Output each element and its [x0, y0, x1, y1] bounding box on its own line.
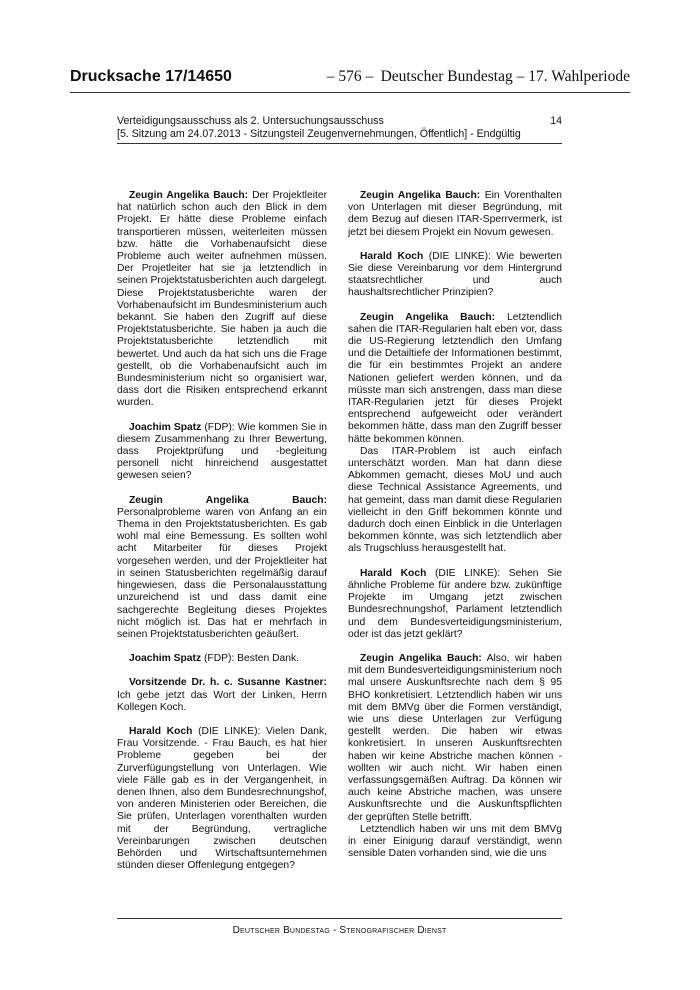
statement-text: Also, wir haben mit dem Bundesverteidigungsministerium noch mal unsere Auskunftsrechte nach dem § 95 BHO konkretisiert. Letztendlich haben wir uns mit dem BMVg über die Formen verständigt, wie uns diese Unterlagen zur Verfügung gestellt werden. Die haben wir etwas konkretisiert. In unseren Auskunftsrechten haben wir keine Abstriche machen können - wollten wir auch nicht. Wir haben einen verfassungsgemäßen Auftrag. Da können wir auch keine Abstriche machen, was unsere Auskunftsrechte und die Auskunftspflichten der geprüften Stelle betrifft. [348, 652, 562, 823]
speaker: Zeugin Angelika Bauch: [360, 311, 496, 323]
speaker: Harald Koch [129, 725, 193, 737]
statement-text: Personalprobleme waren von Anfang an ein Thema in den Projektstatusberichten. Es gab wohl mal eine Bemessung. Es sollten wohl acht Mitarbeiter für dieses Projekt vorgesehen werden, und der Projektleiter hat in seinen Statusberichten regelmäßig darauf hingewiesen, dass die Personalausstattung unzureichend ist und dass damit eine sachgerechte Begleitung dieses Projektes nicht möglich ist. Das hat er mehrfach in seinen Projektstatusberichten geäußert. [117, 506, 327, 640]
statement [117, 653, 327, 665]
statement [117, 190, 327, 410]
left-column [117, 190, 327, 884]
protocol-header [117, 115, 562, 141]
speaker-party: (DIE LINKE): [428, 250, 491, 262]
speaker: Joachim Spatz [129, 421, 202, 433]
statement-continuation [348, 824, 562, 861]
statement [117, 726, 327, 872]
page-number: – 576 – [326, 68, 374, 85]
statement-text: Ein Vorenthalten von Unterlagen mit dieser Begründung, mit dem Bezug auf diesen ITAR-Sperrvermerk, ist jetzt bei diesem Projekt ein Novum gewesen. [348, 190, 562, 238]
statement-text: Wie kommen Sie in diesem Zusammenhang zu Ihrer Bewertung, dass Projektprüfung und -begleitung personell nicht hinreichend ausgestattet gewesen seien? [117, 421, 327, 482]
speaker: Zeugin Angelika Bauch: [129, 190, 249, 201]
speaker-party: (DIE LINKE): [198, 725, 261, 737]
speaker: Harald Koch [360, 567, 427, 579]
statement-text: Letztendlich sahen die ITAR-Regularien halt eben vor, dass die US-Regierung letztendlich den Umfang und die Detailtiefe der Informationen bestimmt, die für ein bestimmtes Projekt an andere Nationen geliefert werden können, und da müsste man sich anstrengen, dass man diese ITAR-Regularien jetzt für dieses Projekt entsprechend aufgeweicht oder verändert bekommen hätte, dass man den Zugriff besser hätte bekommen können. [348, 311, 562, 445]
statement-text: Ich gebe jetzt das Wort der Linken, Herrn Kollegen Koch. [117, 689, 327, 713]
speaker-party: (FDP): [204, 421, 235, 433]
statement [348, 190, 562, 239]
statement-text: Besten Dank. [237, 653, 299, 665]
statement-text: Vielen Dank, Frau Vorsitzende. - Frau Bauch, es hat hier Probleme gegeben bei der Zurverfügungstellung von Unterlagen. Wie viele Fälle gab es in der Vergangenheit, in denen Ihnen, also dem Bundesrechnungshof, von anderen Ministerien oder Bereichen, die Sie prüfen, Unterlagen vorenthalten wurden mit der Begründung, vertragliche Vereinbarungen zwischen deutschen Behörden und Wirtschaftsunternehmen stünden dieser Offenlegung entgegen? [117, 725, 327, 872]
protocol-page-number: 14 [550, 115, 562, 127]
speaker: Joachim Spatz [129, 653, 202, 665]
right-column [348, 190, 562, 872]
statement [348, 312, 562, 446]
footer-rule [117, 918, 562, 919]
speaker: Vorsitzende Dr. h. c. Susanne Kastner: [129, 677, 327, 689]
statement [117, 422, 327, 483]
speaker-party: (DIE LINKE): [434, 567, 501, 579]
session-info: [5. Sitzung am 24.07.2013 - Sitzungsteil Zeugenvernehmungen, Öffentlich] - Endgültig [117, 128, 521, 140]
statement-text: Der Projektleiter hat natürlich schon auch den Blick in dem Projekt. Er hätte diese Probleme einfach transportieren müssen, weiterleiten müssen bzw. hätte die Vorhabenaufsicht diese Probleme auch weiter aufnehmen müssen. Der Projetleiter hat sie ja letztendlich in seinen Projektstatusberichten auch dargelegt. Diese Projektstatusberichte waren der Vorhabenaufsicht im Bundesministerium auch bekannt. Sie haben den Zugriff auf diese Projektstatusberichte. Sie haben ja auch die Projektstatusberichte letztendlich mit bewertet. Und auch da hat sich uns die Frage gestellt, ob die Vorhabenaufsicht auch im Bundesministerium nicht so organisiert war, dass dort die Risiken entsprechend erkannt wurden. [117, 190, 327, 409]
drucksache-prefix: Drucksache 17/ [70, 68, 188, 85]
chamber-label: Deutscher Bundestag – 17. Wahlperiode [380, 68, 630, 85]
statement-text: Sehen Sie ähnliche Probleme für andere bzw. zukünftige Projekte im Umgang jetzt zwischen Bundesrechnungshof, Parlament letztendlich und dem Bundesverteidigungsministerium, oder ist das jetzt geklärt? [348, 567, 562, 640]
statement [117, 495, 327, 641]
statement-text: Wie bewerten Sie diese Vereinbarung vor dem Hintergrund staatsrechtlicher und auch haushaltsrechtlicher Prinzipien? [348, 250, 562, 299]
page-header [70, 68, 630, 90]
protocol-rule [117, 143, 562, 144]
drucksache-number: 14650 [187, 68, 232, 85]
speaker-party: (FDP): [203, 653, 235, 665]
statement-continuation [348, 446, 562, 556]
statement [348, 568, 562, 641]
speaker: Harald Koch [360, 250, 424, 262]
statement-text: Das ITAR-Problem ist auch einfach unterschätzt worden. Man hat dann diese Abkommen gemacht, dieses MoU und auch diese Technical Assistance Agreements, und hat gemeint, dass man damit diese Regularien vielleicht in den Griff bekommen könnte und dadurch doch einen Einblick in die Unterlagen bekommen könnte, was sich letztendlich aber als Trugschluss herausgestellt hat. [348, 445, 562, 555]
speaker: Zeugin Angelika Bauch: [360, 190, 481, 201]
page-footer [117, 925, 562, 936]
footer-text: Deutscher Bundestag - Stenografischer Dienst [232, 925, 447, 936]
statement [348, 251, 562, 300]
statement [117, 677, 327, 714]
speaker: Zeugin Angelika Bauch: [129, 494, 327, 506]
committee-title: Verteidigungsausschuss als 2. Untersuchungsausschuss [117, 115, 384, 127]
speaker: Zeugin Angelika Bauch: [360, 652, 482, 664]
statement [348, 653, 562, 824]
statement-text: Letztendlich haben wir uns mit dem BMVg in einer Einigung darauf verständigt, wenn sensible Daten vorhanden sind, wie die uns [348, 823, 562, 860]
header-rule [70, 92, 630, 93]
